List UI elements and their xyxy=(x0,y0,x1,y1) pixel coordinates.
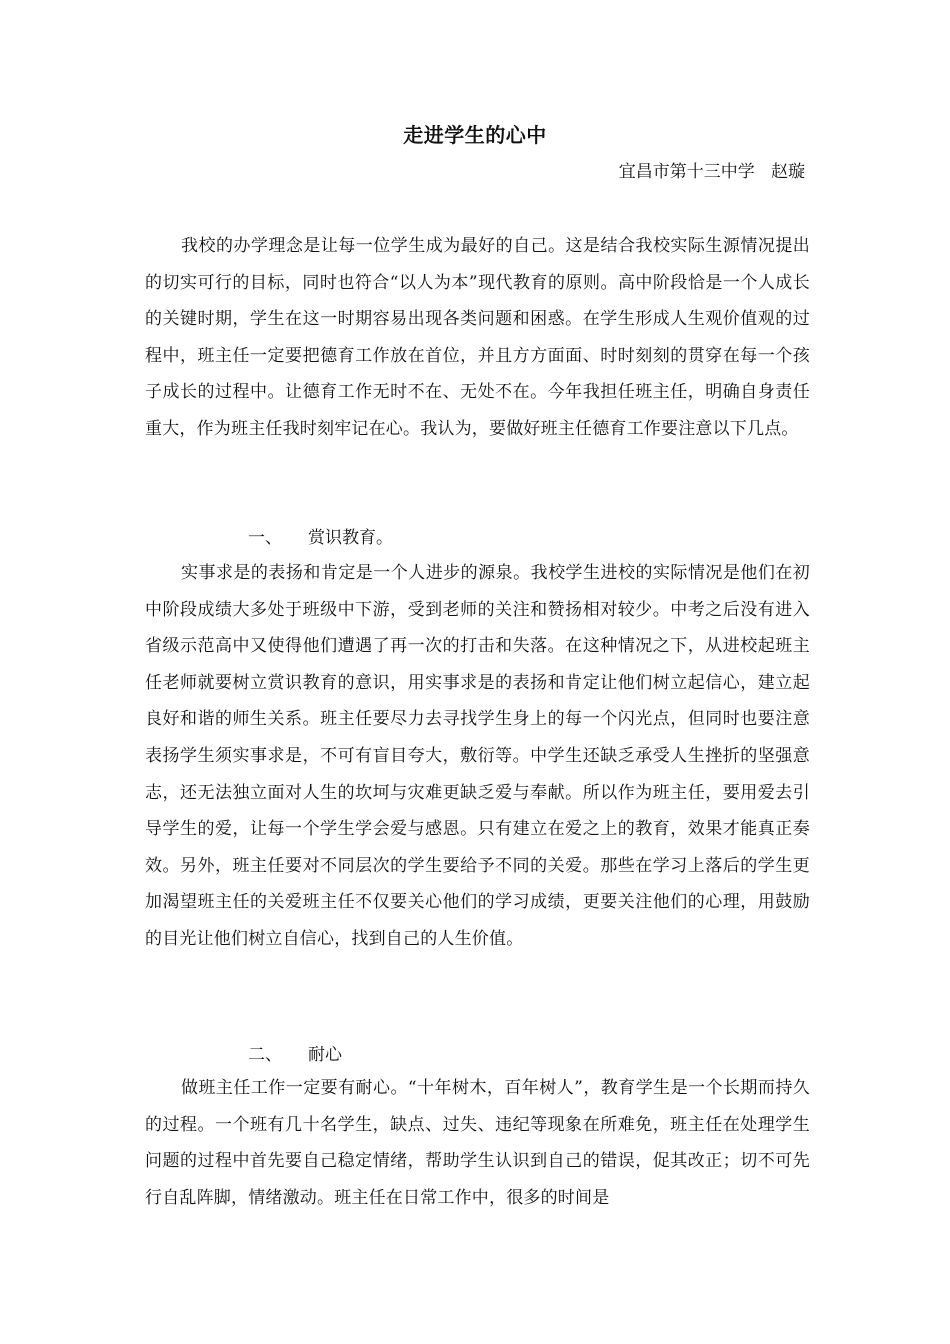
section-title: 赏识教育。 xyxy=(308,528,393,548)
section-heading-2 xyxy=(248,1040,342,1070)
section-title: 耐心 xyxy=(308,1045,342,1065)
section-body-1: 实事求是的表扬和肯定是一个人进步的源泉。我校学生进校的实际情况是他们在初中阶段成绩大多处于班级中下游，受到老师的关注和赞扬相对较少。中考之后没有进入省级示范高中又使得他们遭遇了再一次的打击和失落。在这种情况之下，从进校起班主任老师就要树立赏识教育的意识，用实事求是的表扬和肯定让他们树立起信心，建立起良好和谐的师生关系。班主任要尽力去寻找学生身上的每一个闪光点，但同时也要注意表扬学生须实事求是，不可有盲目夸大，敷衍等。中学生还缺乏承受人生挫折的坚强意志，还无法独立面对人生的坎坷与灾难更缺乏爱与奉献。所以作为班主任，要用爱去引导学生的爱，让每一个学生学会爱与感恩。只有建立在爱之上的教育，效果才能真正奏效。另外，班主任要对不同层次的学生要给予不同的关爱。那些在学习上落后的学生更加渴望班主任的关爱班主任不仅要关心他们的学习成绩，更要关注他们的心理，用鼓励的目光让他们树立自信心，找到自己的人生价值。 xyxy=(145,563,810,949)
section-number: 二、 xyxy=(248,1045,282,1065)
intro-paragraph: 我校的办学理念是让每一位学生成为最好的自己。这是结合我校实际生源情况提出的切实可行的目标，同时也符合“以人为本”现代教育的原则。高中阶段恰是一个人成长的关键时期，学生在这一时期容易出现各类问题和困惑。在学生形成人生观价值观的过程中，班主任一定要把德育工作放在首位，并且方方面面、时时刻刻的贯穿在每一个孩子成长的过程中。让德育工作无时不在、无处不在。今年我担任班主任，明确自身责任重大，作为班主任我时刻牢记在心。我认为，要做好班主任德育工作要注意以下几点。 xyxy=(145,236,810,439)
section-heading-1 xyxy=(248,523,393,553)
author-line: 宜昌市第十三中学 赵璇 xyxy=(618,162,805,182)
section-body-2: 做班主任工作一定要有耐心。“十年树木，百年树人”，教育学生是一个长期而持久的过程。一个班有几十名学生，缺点、过失、违纪等现象在所难免，班主任在处理学生问题的过程中首先要自己稳定情绪，帮助学生认识到自己的错误，促其改正；切不可先行自乱阵脚，情绪激动。班主任在日常工作中，很多的时间是 xyxy=(145,1078,810,1208)
section-number: 一、 xyxy=(248,528,282,548)
document-title: 走进学生的心中 xyxy=(403,123,547,147)
